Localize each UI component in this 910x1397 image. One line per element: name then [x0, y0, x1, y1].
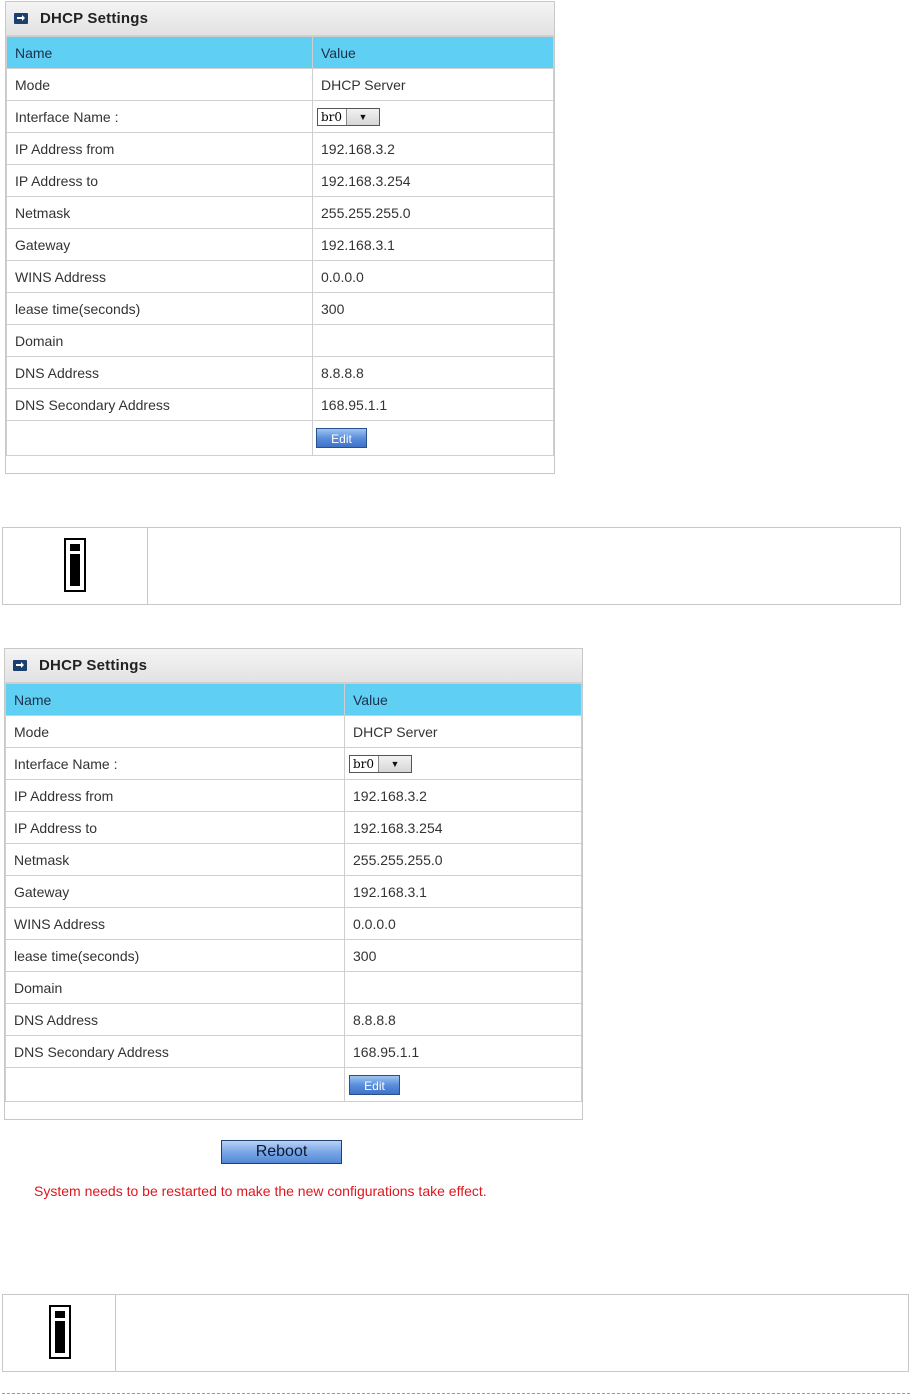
row-name: IP Address from: [6, 780, 345, 812]
row-name: DNS Address: [7, 357, 313, 389]
table-row: [7, 357, 554, 389]
column-header-name: Name: [6, 684, 345, 716]
row-name: Gateway: [7, 229, 313, 261]
restart-warning: System needs to be restarted to make the new configurations take effect.: [34, 1183, 487, 1199]
row-value: 0.0.0.0: [345, 908, 582, 940]
interface-name-select[interactable]: [349, 755, 412, 773]
row-value: 192.168.3.1: [313, 229, 554, 261]
row-name: Interface Name :: [7, 101, 313, 133]
table-row: [6, 716, 582, 748]
dhcp-settings-table: [6, 36, 554, 456]
dhcp-settings-panel-1: [5, 1, 555, 474]
column-header-value: Value: [313, 37, 554, 69]
table-row: [7, 197, 554, 229]
table-row: [7, 325, 554, 357]
note-text: [117, 1295, 908, 1371]
row-value: 192.168.3.254: [345, 812, 582, 844]
row-name: Domain: [7, 325, 313, 357]
row-value: 0.0.0.0: [313, 261, 554, 293]
interface-name-selected: br0: [321, 109, 343, 124]
row-value: [345, 972, 582, 1004]
row-name: Netmask: [6, 844, 345, 876]
row-value: 255.255.255.0: [313, 197, 554, 229]
row-value: [345, 748, 582, 780]
table-row: [7, 165, 554, 197]
edit-cell: [313, 421, 554, 456]
dhcp-settings-panel-2: [4, 648, 583, 1120]
row-value: 168.95.1.1: [345, 1036, 582, 1068]
row-value: 192.168.3.2: [345, 780, 582, 812]
row-value: 168.95.1.1: [313, 389, 554, 421]
note-text: [149, 528, 900, 604]
table-row: [6, 780, 582, 812]
row-value: DHCP Server: [345, 716, 582, 748]
table-row: [6, 1068, 582, 1102]
row-name: WINS Address: [6, 908, 345, 940]
table-row: [6, 1004, 582, 1036]
table-row: [6, 972, 582, 1004]
note-icon-cell: [3, 528, 148, 604]
row-name: Gateway: [6, 876, 345, 908]
table-row: [6, 940, 582, 972]
table-row: [7, 229, 554, 261]
dhcp-settings-table: [5, 683, 582, 1102]
row-value: 8.8.8.8: [345, 1004, 582, 1036]
row-name: IP Address to: [7, 165, 313, 197]
table-row: [6, 844, 582, 876]
table-row: [6, 908, 582, 940]
column-header-value: Value: [345, 684, 582, 716]
panel-title: DHCP Settings: [40, 10, 149, 27]
note-box-1: [2, 527, 901, 605]
table-row: [6, 876, 582, 908]
table-row: [6, 812, 582, 844]
table-row: [6, 1036, 582, 1068]
edit-cell: [345, 1068, 582, 1102]
table-row: [7, 261, 554, 293]
row-value: 255.255.255.0: [345, 844, 582, 876]
row-name: Interface Name :: [6, 748, 345, 780]
row-name: IP Address to: [6, 812, 345, 844]
row-name: Netmask: [7, 197, 313, 229]
column-header-name: Name: [7, 37, 313, 69]
empty-cell: [6, 1068, 345, 1102]
table-row: [7, 389, 554, 421]
panel-header: [6, 2, 554, 36]
row-value: 8.8.8.8: [313, 357, 554, 389]
page-divider: [2, 1393, 910, 1394]
panel-arrow-icon: [14, 13, 28, 24]
table-row: [7, 133, 554, 165]
table-row: [7, 293, 554, 325]
row-name: lease time(seconds): [7, 293, 313, 325]
interface-name-selected: br0: [353, 756, 375, 771]
row-name: WINS Address: [7, 261, 313, 293]
info-icon: [64, 538, 86, 592]
row-name: Domain: [6, 972, 345, 1004]
note-box-2: [2, 1294, 909, 1372]
row-value: 192.168.3.1: [345, 876, 582, 908]
panel-title: DHCP Settings: [39, 657, 148, 674]
note-icon-cell: [3, 1295, 116, 1371]
table-row: [6, 748, 582, 780]
table-header-row: [7, 37, 554, 69]
info-icon: [49, 1305, 71, 1359]
edit-button[interactable]: Edit: [349, 1075, 400, 1095]
table-row: [7, 69, 554, 101]
empty-cell: [7, 421, 313, 456]
chevron-down-icon[interactable]: ▼: [378, 756, 411, 772]
row-name: Mode: [7, 69, 313, 101]
row-value: [313, 101, 554, 133]
interface-name-select[interactable]: [317, 108, 380, 126]
row-name: Mode: [6, 716, 345, 748]
chevron-down-icon[interactable]: ▼: [346, 109, 379, 125]
edit-button[interactable]: Edit: [316, 428, 367, 448]
row-value: 300: [313, 293, 554, 325]
row-value: DHCP Server: [313, 69, 554, 101]
row-name: DNS Secondary Address: [6, 1036, 345, 1068]
row-value: [313, 325, 554, 357]
table-header-row: [6, 684, 582, 716]
panel-header: [5, 649, 582, 683]
row-value: 192.168.3.2: [313, 133, 554, 165]
row-name: lease time(seconds): [6, 940, 345, 972]
table-row: [7, 421, 554, 456]
row-name: DNS Secondary Address: [7, 389, 313, 421]
row-name: IP Address from: [7, 133, 313, 165]
row-value: 192.168.3.254: [313, 165, 554, 197]
table-row: [7, 101, 554, 133]
panel-arrow-icon: [13, 660, 27, 671]
row-value: 300: [345, 940, 582, 972]
reboot-button[interactable]: Reboot: [221, 1140, 342, 1164]
row-name: DNS Address: [6, 1004, 345, 1036]
